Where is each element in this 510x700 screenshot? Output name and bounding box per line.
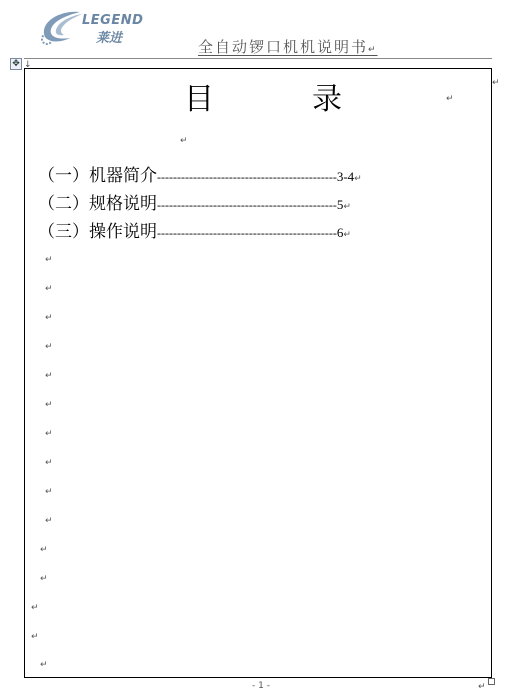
paragraph-mark: ↵: [45, 400, 53, 410]
paragraph-mark: ↵: [45, 429, 53, 439]
paragraph-mark: ↵: [343, 230, 351, 240]
paragraph-mark: ↵: [354, 174, 362, 184]
header-rule: [24, 58, 492, 59]
table-resize-handle-icon[interactable]: [488, 678, 495, 685]
toc-entry[interactable]: [38, 217, 351, 242]
toc-title-right: 录: [312, 82, 342, 117]
paragraph-mark: ↵: [45, 255, 53, 265]
company-logo: [36, 8, 148, 48]
title-paragraph-mark: ↵: [446, 94, 454, 104]
paragraph-mark: ↵: [45, 516, 53, 526]
paragraph-mark: ↵: [31, 632, 39, 642]
handle-paragraph-mark: ↓: [24, 60, 32, 70]
paragraph-mark: ↵: [45, 371, 53, 381]
paragraph-mark-icon: ↵: [368, 45, 378, 55]
row-end-mark-icon: ↵: [492, 78, 500, 88]
paragraph-mark: ↵: [478, 682, 486, 692]
paragraph-mark: ↵: [45, 313, 53, 323]
paragraph-mark: ↵: [45, 487, 53, 497]
toc-title-left: 目: [184, 82, 214, 117]
table-of-contents-frame: [24, 68, 492, 678]
toc-entry-label: （二）规格说明: [38, 194, 157, 214]
toc-entry-page: 6: [336, 225, 344, 240]
paragraph-mark: ↵: [31, 603, 39, 613]
table-move-handle-icon[interactable]: ✥: [10, 58, 22, 70]
header-title-text: 全自动锣口机机说明书: [198, 38, 369, 56]
logo-brand-cn: 莱进: [96, 31, 123, 46]
toc-entry-page: 3-4: [336, 169, 355, 184]
paragraph-mark: ↵: [45, 342, 53, 352]
toc-entry-page: 5: [336, 197, 344, 212]
logo-brand-en: LEGEND: [82, 13, 144, 28]
paragraph-mark: ↵: [343, 202, 351, 212]
toc-entry[interactable]: [38, 189, 351, 214]
paragraph-mark: ↵: [45, 284, 53, 294]
paragraph-mark: ↵: [180, 136, 188, 146]
page-number: - 1 -: [252, 681, 270, 691]
paragraph-mark: ↵: [40, 574, 48, 584]
toc-entry-leader: ---------------------------------------------: [157, 170, 337, 184]
paragraph-mark: ↵: [40, 660, 48, 670]
toc-entry-label: （三）操作说明: [38, 222, 157, 242]
toc-entry-leader: ---------------------------------------------: [157, 198, 337, 212]
header-title: [198, 36, 378, 57]
paragraph-mark: ↵: [40, 545, 48, 555]
paragraph-mark: ↵: [45, 458, 53, 468]
toc-entry-label: （一）机器简介: [38, 166, 157, 186]
toc-entry-leader: ---------------------------------------------: [157, 226, 337, 240]
toc-entry[interactable]: [38, 161, 362, 186]
